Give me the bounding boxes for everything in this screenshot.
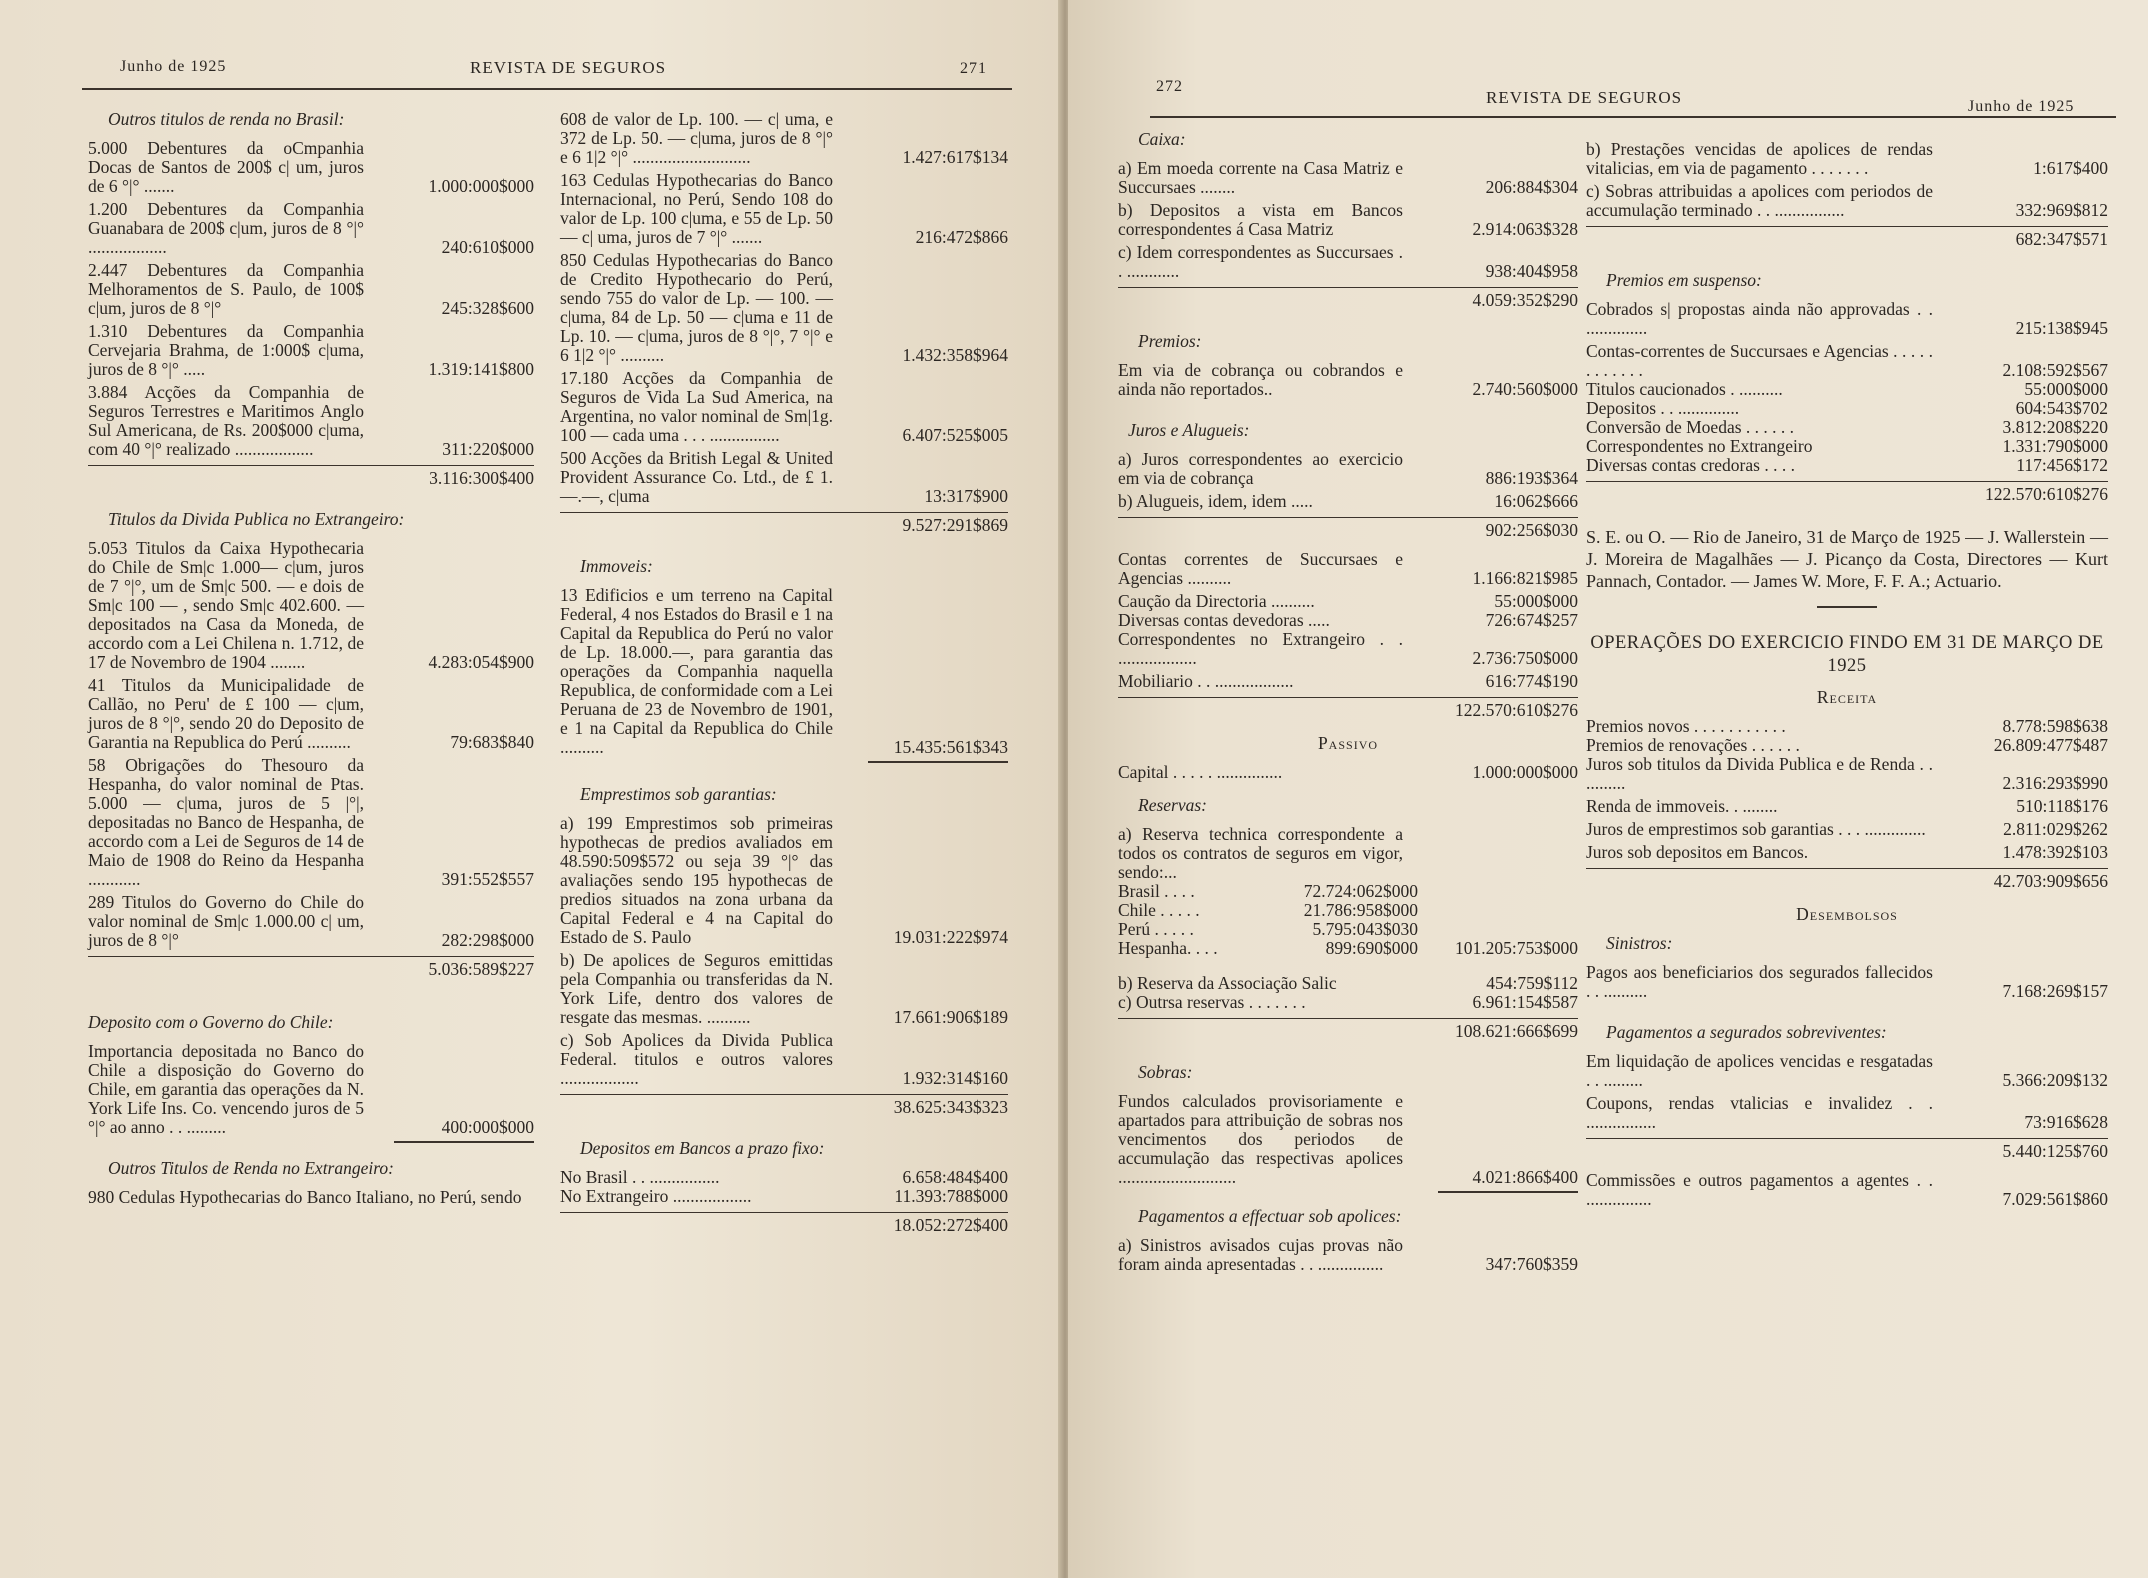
entry: 13 Edificios e um terreno na Capital Federal, 4 nos Estados do Brasil e 1 na Capital da Republica do Perú no valor de Lp. 18.000.—, para garantia das operações da Companhia naquella Republica, de conformidade com a Lei Peruana de 23 de Novembro de 1901, e 1 na Capital da Republica do Chile .......... 15.435:561$343 xyxy=(560,585,1008,757)
subtotal: 902:256$030 xyxy=(1118,517,1578,540)
entry: c) Sobras attribuidas a apolices com periodos de accumulação terminado . . ................ 332:969$812 xyxy=(1586,181,2108,220)
entry: 41 Titulos da Municipalidade de Callão, no Peru' de £ 100 — c|um, juros de 8 °|°, sendo 20 do Deposito de Garantia na Republica do Perú .......... 79:683$840 xyxy=(88,675,534,752)
entry: Commissões e outros pagamentos a agentes . . ............... 7.029:561$860 xyxy=(1586,1170,2108,1209)
subtotal: 682:347$571 xyxy=(1586,226,2108,249)
section-heading: Premios em suspenso: xyxy=(1606,270,1762,290)
entry: Correspondentes no Extrangeiro 1.331:790$000 xyxy=(1586,436,2108,456)
section-heading: Pagamentos a segurados sobreviventes: xyxy=(1606,1022,1887,1042)
entry: Em liquidação de apolices vencidas e resgatadas . . ......... 5.366:209$132 xyxy=(1586,1051,2108,1090)
section-heading: Immoveis: xyxy=(580,556,653,576)
entry: No Brasil . . ................ 6.658:484$400 xyxy=(560,1166,1008,1187)
entry: 500 Acções da British Legal & United Provident Assurance Co. Ltd., de £ 1.—.—, c|uma 13:317$900 xyxy=(560,448,1008,506)
entry: b) Prestações vencidas de apolices de rendas vitalicias, em via de pagamento . . . . . . . 1:617$400 xyxy=(1586,139,2108,178)
section-heading: Reservas: xyxy=(1138,795,1208,815)
subtotal: 5.036:589$227 xyxy=(88,956,534,979)
entry: Diversas contas credoras . . . . 117:456$172 xyxy=(1586,455,2108,475)
entry: c) Sob Apolices da Divida Publica Federal. titulos e outros valores .................. 1.932:314$160 xyxy=(560,1029,1008,1088)
section-heading: Sobras: xyxy=(1138,1062,1193,1082)
header-rule xyxy=(82,88,1012,90)
divider xyxy=(1817,606,1877,608)
entry: b) Alugueis, idem, idem ..... 16:062$666 xyxy=(1118,491,1578,511)
total-rule xyxy=(868,761,1008,763)
entry: 163 Cedulas Hypothecarias do Banco Internacional, no Perú, Sendo 108 do valor de Lp. 100 c|uma, e 55 de Lp. 50 — c| uma, juros de 7 °|° ....... 216:472$866 xyxy=(560,170,1008,247)
entry: 2.447 Debentures da Companhia Melhoramentos de S. Paulo, de 100$ c|um, juros de 8 °|° 245:328$600 xyxy=(88,260,534,318)
entry: 17.180 Acções da Companhia de Seguros de Vida La Sud America, na Argentina, no valor nominal de Sm|1g. 100 — cada uma . . . ................ 6.407:525$005 xyxy=(560,368,1008,445)
entry: c) Outrsa reservas . . . . . . . 6.961:154$587 xyxy=(1118,992,1578,1012)
entry: Fundos calculados provisoriamente e apartados para attribuição de sobras nos vencimentos dos periodos de accumulação das respectivas apolices ........................... 4.021:866$400 xyxy=(1118,1091,1578,1187)
entry: Juros de emprestimos sob garantias . . . .............. 2.811:029$262 xyxy=(1586,819,2108,839)
total: 122.570:610$276 xyxy=(1586,481,2108,504)
entry: 58 Obrigações do Thesouro da Hespanha, do valor nominal de Ptas. 5.000 — c|uma, juros de 5 |°|, depositadas no Banco de Hespanha, de accordo com a Lei de Seguros de 14 de Maio de 1908 do Reino da Hespanha ............ 391:552$557 xyxy=(88,755,534,889)
column-4 xyxy=(1586,140,2108,1213)
entry: Conversão de Moedas . . . . . . 3.812:208$220 xyxy=(1586,417,2108,437)
page-271 xyxy=(0,0,1062,1578)
section-heading: Depositos em Bancos a prazo fixo: xyxy=(580,1137,825,1158)
section-heading: Titulos da Divida Publica no Extrangeiro: xyxy=(108,509,405,529)
section-heading: Outros titulos de renda no Brasil: xyxy=(108,109,345,129)
entry: No Extrangeiro .................. 11.393:788$000 xyxy=(560,1185,1008,1206)
page-number: 271 xyxy=(960,60,987,77)
section-heading: Caixa: xyxy=(1138,129,1186,149)
entry: Contas correntes de Succursaes e Agencias .......... 1.166:821$985 xyxy=(1118,549,1578,588)
subtotal: 38.625:343$323 xyxy=(560,1094,1008,1117)
section-heading: Emprestimos sob garantias: xyxy=(580,783,777,804)
entry: Cobrados s| propostas ainda não approvadas . . .............. 215:138$945 xyxy=(1586,299,2108,338)
entry: a) 199 Emprestimos sob primeiras hypothecas de predios avaliados em 48.590:509$572 ou seja 39 °|° das avaliações sendo 195 hypothecas de predios situados na zona urbana da Capital Federal e 4 na Capital do Estado de S. Paulo 19.031:222$974 xyxy=(560,812,1008,947)
reserve-row: Hespanha. . . . 899:690$000 xyxy=(1118,938,1418,958)
section-heading: Premios: xyxy=(1138,331,1202,351)
header-title: REVISTA DE SEGUROS xyxy=(470,58,667,77)
entry: Juros sob titulos da Divida Publica e de Renda . . ......... 2.316:293$990 xyxy=(1586,754,2108,793)
subtotal: 5.440:125$760 xyxy=(1586,1138,2108,1161)
total-rule xyxy=(1438,1191,1578,1193)
page-number: 272 xyxy=(1156,78,1183,95)
entry: a) Juros correspondentes ao exercicio em via de cobrança 886:193$364 xyxy=(1118,449,1578,488)
column-2 xyxy=(560,110,1008,1245)
entry: 3.884 Acções da Companhia de Seguros Terrestres e Maritimos Anglo Sul Americana, de Rs. 200$000 c|uma, com 40 °|° realizado .................. 311:220$000 xyxy=(88,382,534,459)
header-rule xyxy=(1150,116,2116,118)
header-date: Junho de 1925 xyxy=(1968,98,2075,115)
column-3 xyxy=(1118,130,1578,1278)
section-title-operacoes: OPERAÇÕES DO EXERCICIO FINDO EM 31 DE MARÇO DE 1925 xyxy=(1590,633,2104,676)
entry: Renda de immoveis. . ........ 510:118$176 xyxy=(1586,796,2108,816)
entry: Correspondentes no Extrangeiro . . .................. 2.736:750$000 xyxy=(1118,629,1578,668)
header-title: REVISTA DE SEGUROS xyxy=(1486,88,1683,107)
entry: a) Em moeda corrente na Casa Matriz e Succursaes ........ 206:884$304 xyxy=(1118,158,1578,197)
reserve-row: Perú . . . . . 5.795:043$030 xyxy=(1118,919,1418,939)
entry: 289 Titulos do Governo do Chile do valor nominal de Sm|c 1.000.00 c| um, juros de 8 °|° 282:298$000 xyxy=(88,892,534,950)
section-heading: Deposito com o Governo do Chile: xyxy=(88,1012,334,1032)
entry: 1.200 Debentures da Companhia Guanabara de 200$ c|um, juros de 8 °|° .................. 240:610$000 xyxy=(88,199,534,257)
subtotal: 42.703:909$656 xyxy=(1586,868,2108,891)
reserve-row: Chile . . . . . 21.786:958$000 xyxy=(1118,900,1418,920)
entry: 5.000 Debentures da oCmpanhia Docas de Santos de 200$ c| um, juros de 6 °|° ....... 1.000:000$000 xyxy=(88,138,534,196)
entry: b) De apolices de Seguros emittidas pela Companhia ou transferidas da N. York Life, dentro dos valores de resgate das mesmas. .......... 17.661:906$189 xyxy=(560,949,1008,1027)
section-heading: Sinistros: xyxy=(1606,933,1673,953)
entry: Pagos aos beneficiarios dos segurados fallecidos . . .......... 7.168:269$157 xyxy=(1586,962,2108,1001)
entry: a) Reserva technica correspondente a todos os contratos de seguros em vigor, sendo:... xyxy=(1118,824,1403,882)
section-heading: Juros e Alugueis: xyxy=(1128,420,1250,440)
subtotal: 108.621:666$699 xyxy=(1118,1018,1578,1041)
entry: 608 de valor de Lp. 100. — c| uma, e 372 de Lp. 50. — c|uma, juros de 8 °|° e 6 1|2 °|° ........................... 1.427:617$134 xyxy=(560,109,1008,167)
entry: Importancia depositada no Banco do Chile a disposição do Governo do Chile, em garantia das operações da N. York Life Ins. Co. vencendo juros de 5 °|° ao anno . . ......... 400:000$000 xyxy=(88,1041,534,1137)
entry: Premios de renovações . . . . . . 26.809:477$487 xyxy=(1586,735,2108,755)
subtotal: 9.527:291$869 xyxy=(560,512,1008,535)
reserve-row: Brasil . . . . 72.724:062$000 xyxy=(1118,881,1418,901)
section-title-passivo: Passivo xyxy=(1317,733,1379,753)
column-1 xyxy=(88,110,534,1211)
entry: Contas-correntes de Succursaes e Agencias . . . . . . . . . . . . 2.108:592$567 xyxy=(1586,341,2108,380)
entry: b) Depositos a vista em Bancos correspondentes á Casa Matriz 2.914:063$328 xyxy=(1118,200,1578,239)
entry: Caução da Directoria .......... 55:000$000 xyxy=(1118,591,1578,611)
reserve-breakdown xyxy=(1118,882,1578,958)
amount: 101.205:753$000 xyxy=(1455,938,1578,958)
entry: b) Reserva da Associação Salic 454:759$112 xyxy=(1118,973,1578,993)
subtotal: 18.052:272$400 xyxy=(560,1212,1008,1235)
entry: Depositos . . .............. 604:543$702 xyxy=(1586,398,2108,418)
entry: 850 Cedulas Hypothecarias do Banco de Credito Hypothecario do Perú, sendo 755 do valor de Lp. — 100. — c|uma, 84 de Lp. 50 — c|uma e 11 de Lp. 10. — c|uma, juros de 8 °|°, 7 °|° e 6 1|2 °|° .......... 1.432:358$964 xyxy=(560,250,1008,365)
total: 122.570:610$276 xyxy=(1118,697,1578,720)
entry: 980 Cedulas Hypothecarias do Banco Italiano, no Perú, sendo xyxy=(88,1186,522,1207)
entry: Coupons, rendas vtalicias e invalidez . . ................ 73:916$628 xyxy=(1586,1093,2108,1132)
section-heading: Pagamentos a effectuar sob apolices: xyxy=(1138,1205,1402,1226)
subtotal: 4.059:352$290 xyxy=(1118,287,1578,310)
entry: Mobiliario . . .................. 616:774$190 xyxy=(1118,671,1578,691)
signatories: S. E. ou O. — Rio de Janeiro, 31 de Março de 1925 — J. Wallerstein — J. Moreira de Magalhães — J. Picanço da Costa, Directores — Kurt Pannach, Contador. — James W. More, F. F. A.; Actuario. xyxy=(1586,527,2108,591)
entry: Titulos caucionados . .......... 55:000$000 xyxy=(1586,379,2108,399)
section-title-desembolsos: Desembolsos xyxy=(1796,904,1898,924)
entry: c) Idem correspondentes as Succursaes . . ............ 938:404$958 xyxy=(1118,242,1578,281)
subtotal: 3.116:300$400 xyxy=(88,465,534,488)
entry: Capital . . . . . ............... 1.000:000$000 xyxy=(1118,762,1578,782)
section-title-receita: Receita xyxy=(1816,687,1878,707)
entry: a) Sinistros avisados cujas provas não foram ainda apresentadas . . ............... 347:760$359 xyxy=(1118,1234,1578,1274)
total-rule xyxy=(394,1141,534,1143)
entry: 1.310 Debentures da Companhia Cervejaria Brahma, de 1:000$ c|uma, juros de 8 °|° ..... 1.319:141$800 xyxy=(88,321,534,379)
page-272 xyxy=(1068,0,2148,1578)
entry: Em via de cobrança ou cobrandos e ainda não reportados.. 2.740:560$000 xyxy=(1118,360,1578,399)
entry: Premios novos . . . . . . . . . . . 8.778:598$638 xyxy=(1586,716,2108,736)
entry: Juros sob depositos em Bancos. 1.478:392$103 xyxy=(1586,842,2108,862)
entry: 5.053 Titulos da Caixa Hypothecaria do Chile de Sm|c 1.000— c|um, juros de 7 °|°, um de Sm|c 500. — e dois de Sm|c 100 — , sendo Sm|c 402.600. — depositados na Casa da Moneda, de accordo com a Lei Chilena n. 1.712, de 17 de Novembro de 1904 ........ 4.283:054$900 xyxy=(88,538,534,672)
section-heading: Outros Titulos de Renda no Extrangeiro: xyxy=(108,1157,394,1178)
header-date: Junho de 1925 xyxy=(120,58,227,75)
entry: Diversas contas devedoras ..... 726:674$257 xyxy=(1118,610,1578,630)
